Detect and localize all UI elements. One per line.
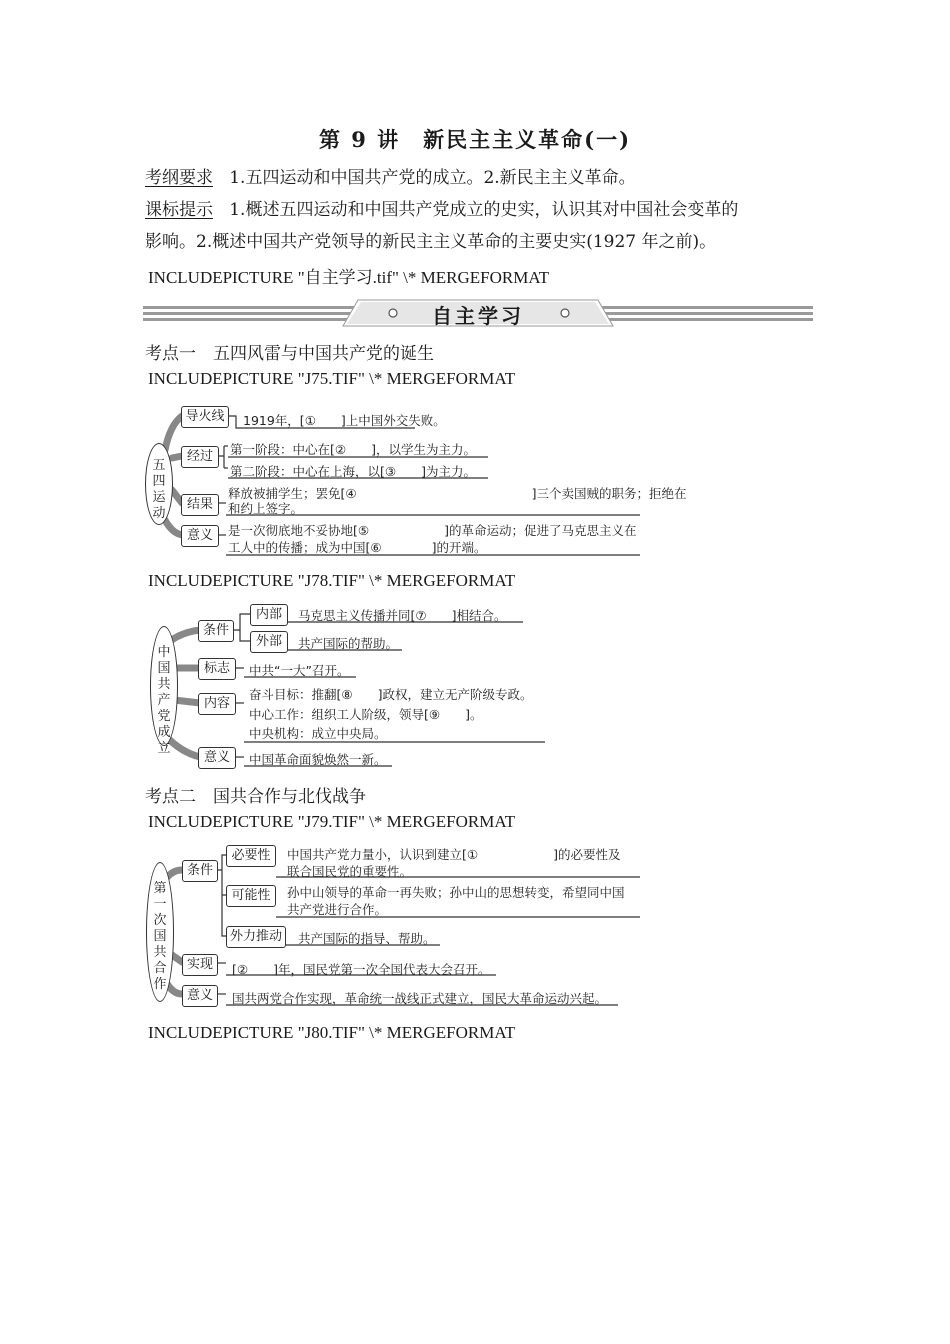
map1-node-process: 经过 xyxy=(181,446,219,468)
curriculum-text-1: 1.概述五四运动和中国共产党成立的史实，认识其对中国社会变革的 xyxy=(229,200,739,220)
map3-center-label: 第一次国共合作 xyxy=(153,881,167,992)
map1-text-stage1: 第一阶段：中心在[② ]，以学生为主力。 xyxy=(230,442,476,457)
map3-text-significance: 国共两党合作实现，革命统一战线正式建立，国民大革命运动兴起。 xyxy=(232,991,608,1006)
include-field-j80: INCLUDEPICTURE "J80.TIF" \* MERGEFORMAT xyxy=(148,1023,516,1042)
map2-text-work: 中心工作：组织工人阶级，领导[⑨ ]。 xyxy=(249,707,483,722)
map3-node-conditions: 条件 xyxy=(182,860,218,882)
include-field-j78: INCLUDEPICTURE "J78.TIF" \* MERGEFORMAT xyxy=(148,571,516,590)
curriculum-line-2: 影响。2.概述中国共产党领导的新民主主义革命的主要史实(1927 年之前)。 xyxy=(145,232,717,252)
map3-center xyxy=(146,862,174,1002)
map2-node-marker: 标志 xyxy=(198,658,236,680)
map1-text-result-2: 和约上签字。 xyxy=(228,501,304,516)
map3-text-necessity-1: 中国共产党力量小，认识到建立[① ]的必要性及 xyxy=(287,847,621,862)
map3-text-necessity-2: 联合国民党的重要性。 xyxy=(287,864,413,879)
map3-node-external-push: 外力推动 xyxy=(226,926,286,948)
section-heading-2: 考点二 国共合作与北伐战争 xyxy=(145,787,366,807)
map2-node-internal: 内部 xyxy=(250,604,288,626)
map3-text-possibility-1: 孙中山领导的革命一再失败；孙中山的思想转变，希望同中国 xyxy=(287,885,625,900)
map2-text-marker: 中共“一大”召开。 xyxy=(249,663,350,678)
include-field-j75: INCLUDEPICTURE "J75.TIF" \* MERGEFORMAT xyxy=(148,369,516,388)
map2-text-external: 共产国际的帮助。 xyxy=(298,636,399,651)
map2-text-internal: 马克思主义传播并同[⑦ ]相结合。 xyxy=(298,608,507,623)
map2-node-external: 外部 xyxy=(250,631,288,653)
map1-node-result: 结果 xyxy=(181,494,219,516)
map3-text-external-push: 共产国际的指导、帮助。 xyxy=(298,931,436,946)
map1-node-significance: 意义 xyxy=(181,525,219,547)
banner-label: 自主学习 xyxy=(432,304,524,328)
map2-text-organ: 中央机构：成立中央局。 xyxy=(249,726,387,741)
map1-node-trigger: 导火线 xyxy=(181,406,229,428)
map1-text-significance-2: 工人中的传播；成为中国[⑥ ]的开端。 xyxy=(228,540,487,555)
map3-node-realization: 实现 xyxy=(182,954,218,976)
page-title: 第 9 讲 新民主主义革命(一) xyxy=(318,127,632,152)
section-heading-1: 考点一 五四风雷与中国共产党的诞生 xyxy=(145,344,434,364)
map3-node-significance: 意义 xyxy=(182,985,218,1007)
map1-center-label: 五四运动 xyxy=(152,458,166,521)
map2-text-goal: 奋斗目标：推翻[⑧ ]政权，建立无产阶级专政。 xyxy=(249,687,533,702)
map1-text-significance-1: 是一次彻底地不妥协地[⑤ ]的革命运动；促进了马克思主义在 xyxy=(228,523,637,538)
curriculum-label: 课标提示 xyxy=(145,200,213,220)
map1-text-result-1: 释放被捕学生；罢免[④ ]三个卖国贼的职务；拒绝在 xyxy=(228,486,687,501)
map1-text-stage2: 第二阶段：中心在上海，以[③ ]为主力。 xyxy=(230,464,476,479)
map2-node-significance: 意义 xyxy=(198,747,236,769)
map2-node-content: 内容 xyxy=(198,693,236,715)
syllabus-label: 考纲要求 xyxy=(145,168,213,188)
map2-text-significance: 中国革命面貌焕然一新。 xyxy=(249,752,387,767)
map1-text-trigger: 1919年，[① ]上中国外交失败。 xyxy=(243,413,446,428)
map3-text-realization: [② ]年，国民党第一次全国代表大会召开。 xyxy=(232,962,491,977)
map2-center-label: 中国共产党成立 xyxy=(157,645,171,756)
include-field-zizhu: INCLUDEPICTURE "自主学习.tif" \* MERGEFORMAT xyxy=(148,268,550,287)
syllabus-text: 1.五四运动和中国共产党的成立。2.新民主主义革命。 xyxy=(229,168,636,188)
include-field-j79: INCLUDEPICTURE "J79.TIF" \* MERGEFORMAT xyxy=(148,812,516,831)
map3-node-possibility: 可能性 xyxy=(226,885,276,907)
map2-node-conditions: 条件 xyxy=(198,620,234,642)
map3-text-possibility-2: 共产党进行合作。 xyxy=(287,902,388,917)
map3-node-necessity: 必要性 xyxy=(226,845,276,867)
